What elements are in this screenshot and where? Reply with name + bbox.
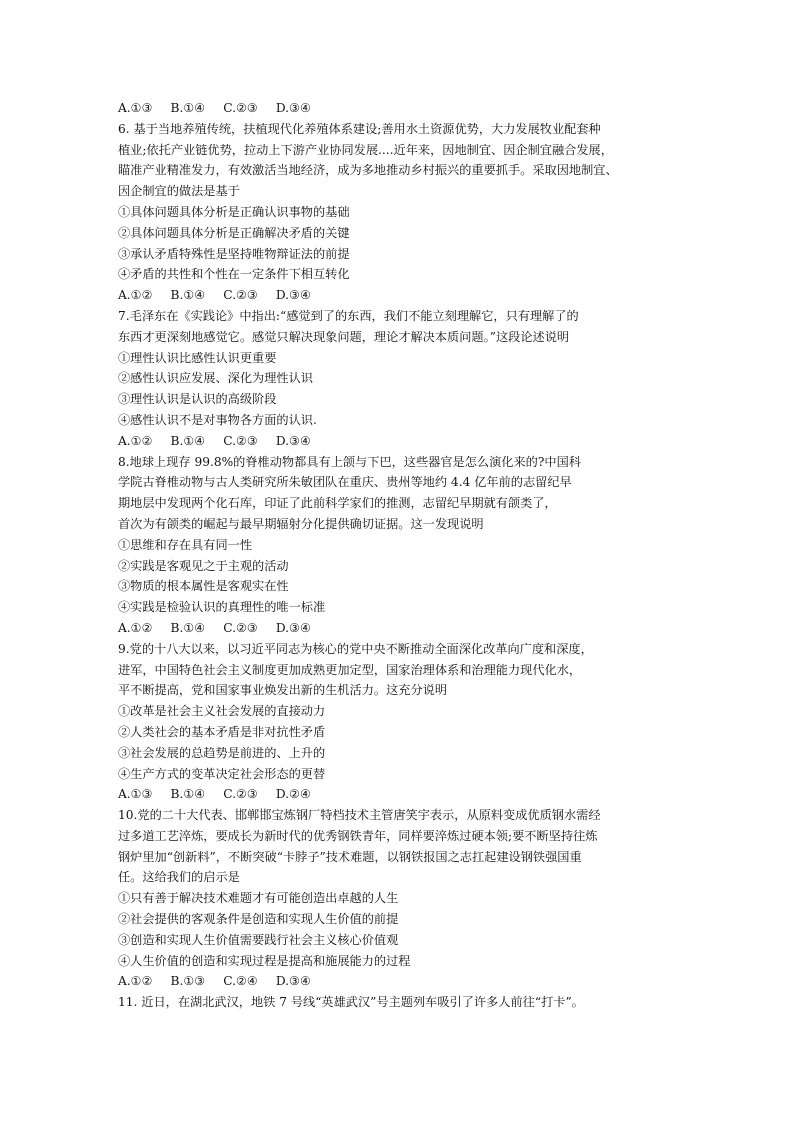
choice-a: A.①② [118, 288, 153, 303]
statement-option: ③物质的根本属性是客观实在性 [118, 579, 289, 594]
choice-a: A.①② [118, 974, 153, 989]
choice-b: B.①④ [170, 620, 206, 635]
question-6 [118, 119, 688, 306]
choice-c: C.②③ [223, 433, 258, 448]
choice-b: B.①④ [170, 288, 206, 303]
answer-choices [118, 431, 688, 452]
choice-a: A.①② [118, 620, 153, 635]
question-stem-line: 过多道工艺淬炼，要成长为新时代的优秀钢铁青年，同样要淬炼过硬本领;要不断坚持往炼 [118, 828, 598, 843]
choice-b: B.①③ [170, 974, 206, 989]
question-stem-line: 瞄准产业精准发力，有效激活当地经济，成为多地推动乡村振兴的重要抓手。采取因地制宜、 [118, 163, 618, 178]
question-8 [118, 452, 688, 639]
question-stem-line: 学院古脊椎动物与古人类研究所朱敏团队在重庆、贵州等地约 4.4 亿年前的志留纪早 [118, 475, 572, 490]
statement-option: ①理性认识比感性认识更重要 [118, 350, 277, 365]
question-11 [118, 992, 688, 1013]
choice-a: A.①③ [118, 787, 153, 802]
question-stem-line: 进军，中国特色社会主义制度更加成熟更加定型，国家治理体系和治理能力现代化水， [118, 662, 582, 677]
choice-d: D.③④ [275, 974, 311, 989]
statement-option: ②具体问题具体分析是正确解决矛盾的关键 [118, 225, 350, 240]
answer-choices [118, 98, 688, 119]
question-stem-line: 东西才更深刻地感觉它。感觉只解决现象问题，理论才解决本质问题。”这段论述说明 [118, 329, 570, 344]
question-stem-line: 植业;依托产业链优势，拉动上下游产业协同发展....近年来，因地制宜、因企制宜融合发展， [118, 142, 613, 157]
question-9 [118, 639, 688, 805]
choice-a: A.①② [118, 433, 153, 448]
question-stem-line: 11. 近日，在湖北武汉，地铁 7 号线“英雄武汉”号主题列车吸引了许多人前往“打卡”。 [118, 995, 584, 1010]
answer-choices [118, 618, 688, 639]
statement-option: ④人生价值的创造和实现过程是提高和施展能力的过程 [118, 953, 411, 968]
statement-option: ②实践是客观见之于主观的活动 [118, 558, 289, 573]
answer-choices [118, 784, 688, 805]
statement-option: ①具体问题具体分析是正确认识事物的基础 [118, 204, 350, 219]
question-stem-line: 6. 基于当地养殖传统，扶植现代化养殖体系建设;善用水土资源优势，大力发展牧业配套种 [118, 121, 601, 136]
question-7 [118, 306, 688, 452]
question-stem-line: 首次为有颌类的崛起与最早期辐射分化提供确切证据。这一发现说明 [118, 516, 484, 531]
statement-option: ④感性认识不是对事物各方面的认识. [118, 412, 317, 427]
choice-c: C.②③ [223, 620, 258, 635]
statement-option: ③承认矛盾特殊性是坚持唯物辩证法的前提 [118, 246, 350, 261]
question-stem-line: 因企制宜的做法是基于 [118, 184, 240, 199]
question-stem-line: 10.党的二十大代表、邯郸邯宝炼钢厂特档技术主管唐笑宇表示，从原料变成优质钢水需经 [118, 808, 601, 823]
statement-option: ④矛盾的共性和个性在一定条件下相互转化 [118, 267, 350, 282]
answer-choices [118, 285, 688, 306]
answer-choices [118, 971, 688, 992]
choice-c: C.②③ [223, 787, 258, 802]
exam-page [118, 98, 688, 1013]
choice-c: C.②③ [223, 101, 258, 115]
statement-option: ①改革是社会主义社会发展的直接动力 [118, 704, 326, 719]
statement-option: ①只有善于解决技术难题才有可能创造出卓越的人生 [118, 891, 399, 906]
choice-c: C.②④ [223, 974, 258, 989]
choice-d: D.③④ [275, 101, 311, 115]
statement-option: ③理性认识是认识的高级阶段 [118, 392, 277, 407]
question-stem-line: 平不断提高，党和国家事业焕发出新的生机活力。这充分说明 [118, 683, 448, 698]
question-stem-line: 任。这给我们的启示是 [118, 870, 240, 885]
statement-option: ①思维和存在具有同一性 [118, 537, 253, 552]
choice-d: D.③④ [275, 288, 311, 303]
choice-c: C.②③ [223, 288, 258, 303]
choice-a: A.①③ [118, 101, 153, 115]
choice-d: D.③④ [275, 433, 311, 448]
choice-b: B.①④ [170, 101, 206, 115]
choice-d: D.③④ [275, 620, 311, 635]
statement-option: ②感性认识应发展、深化为理性认识 [118, 371, 313, 386]
question-stem-line: 期地层中发现两个化石库，印证了此前科学家们的推测，志留纪早期就有颌类了， [118, 496, 557, 511]
question-stem-line: 7.毛泽东在《实践论》中指出:“感觉到了的东西，我们不能立刻理解它，只有理解了的 [118, 308, 579, 323]
question-10 [118, 805, 688, 992]
choice-d: D.②④ [275, 787, 311, 802]
statement-option: ②人类社会的基本矛盾是非对抗性矛盾 [118, 724, 326, 739]
question-stem-line: 9.党的十八大以来，以习近平同志为核心的党中央不断推动全面深化改革向广度和深度， [118, 641, 593, 656]
statement-option: ②社会提供的客观条件是创造和实现人生价值的前提 [118, 912, 399, 927]
statement-option: ③社会发展的总趋势是前进的、上升的 [118, 745, 326, 760]
choice-b: B.①④ [170, 787, 206, 802]
statement-option: ③创造和实现人生价值需要践行社会主义核心价值观 [118, 932, 399, 947]
question-stem-line: 8.地球上现存 99.8%的脊椎动物都具有上颌与下巴，这些器官是怎么演化来的?中国科 [118, 454, 581, 469]
statement-option: ④生产方式的变革决定社会形态的更替 [118, 766, 326, 781]
statement-option: ④实践是检验认识的真理性的唯一标准 [118, 600, 326, 615]
choice-b: B.①④ [170, 433, 206, 448]
question-stem-line: 钢炉里加“创新料”，不断突破“卡脖子”技术难题，以钢铁报国之志扛起建设钢铁强国重 [118, 849, 582, 864]
